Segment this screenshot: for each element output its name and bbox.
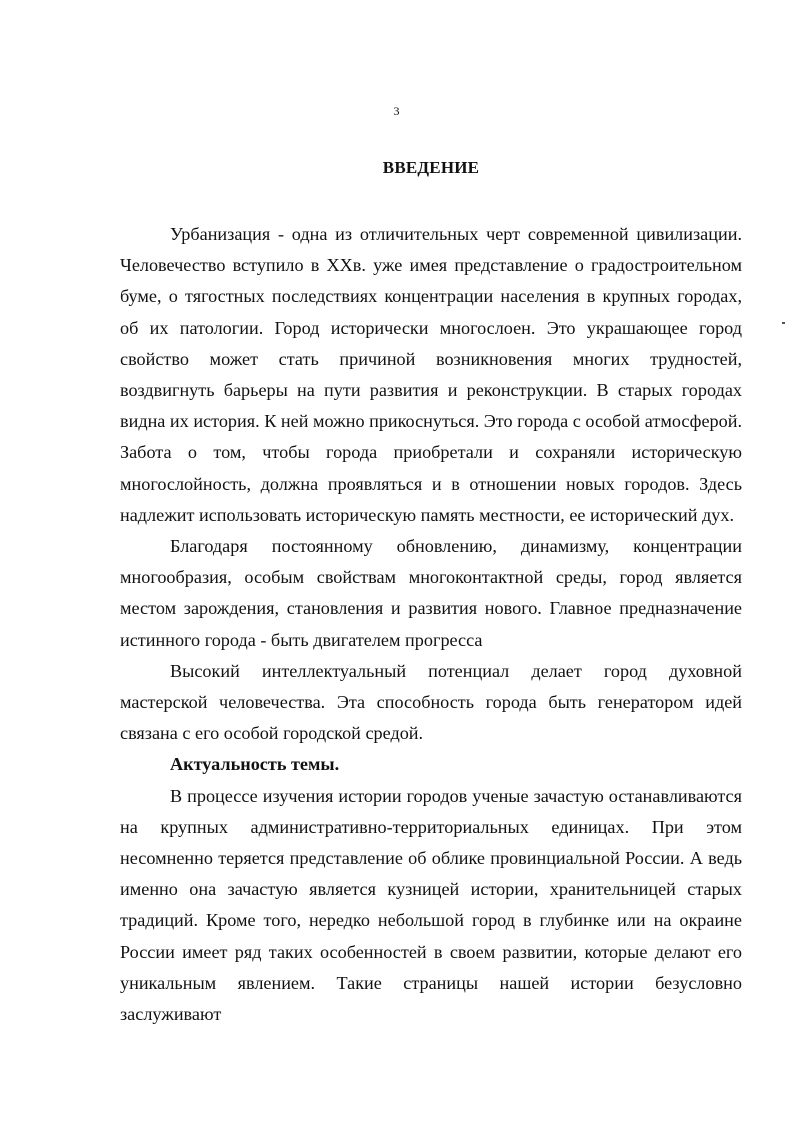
paragraph-urbanization: Урбанизация - одна из отличительных черт современной цивилизации. Человечество вступило в XXв. уже имея представление о градостроительном буме, о тягостных последствиях концентрации населения в крупных городах, об их патологии. Город исторически многослоен. Это украшающее город свойство может стать причиной возникновения многих трудностей, воздвигнуть барьеры на пути развития и реконструкции. В старых городах видна их история. К ней можно прикоснуться. Это города с особой атмосферой. Забота о том, чтобы города приобретали и сохраняли историческую многослойность, должна проявляться и в отношении новых городов. Здесь надлежит использовать историческую память местности, ее исторический дух. <box>120 224 742 525</box>
scan-artifact-mark <box>782 322 785 324</box>
page-title: ВВЕДЕНИЕ <box>382 158 480 177</box>
page-number: 3 <box>393 104 400 118</box>
paragraph-renewal: Благодаря постоянному обновлению, динамизму, концентрации многообразия, особым свойствам многоконтактной среды, город является местом зарождения, становления и развития нового. Главное предназначение истинного города - быть двигателем прогресса <box>120 536 742 650</box>
paragraph-relevance: В процессе изучения истории городов ученые зачастую останавливаются на крупных административно-территориальных единицах. При этом несомненно теряется представление об облике провинциальной России. А ведь именно она зачастую является кузницей истории, хранительницей старых традиций. Кроме того, нередко небольшой город в глубинке или на окраине России имеет ряд таких особенностей в своем развитии, которые делают его уникальным явлением. Такие страницы нашей истории безусловно заслуживают <box>120 785 742 1025</box>
paragraph-intellectual-potential: Высокий интеллектуальный потенциал делает город духовной мастерской человечества. Эта способность города быть генератором идей связана с его особой городской средой. <box>120 660 742 744</box>
section-heading-relevance: Актуальность темы. <box>170 754 340 775</box>
document-body <box>120 219 742 1030</box>
